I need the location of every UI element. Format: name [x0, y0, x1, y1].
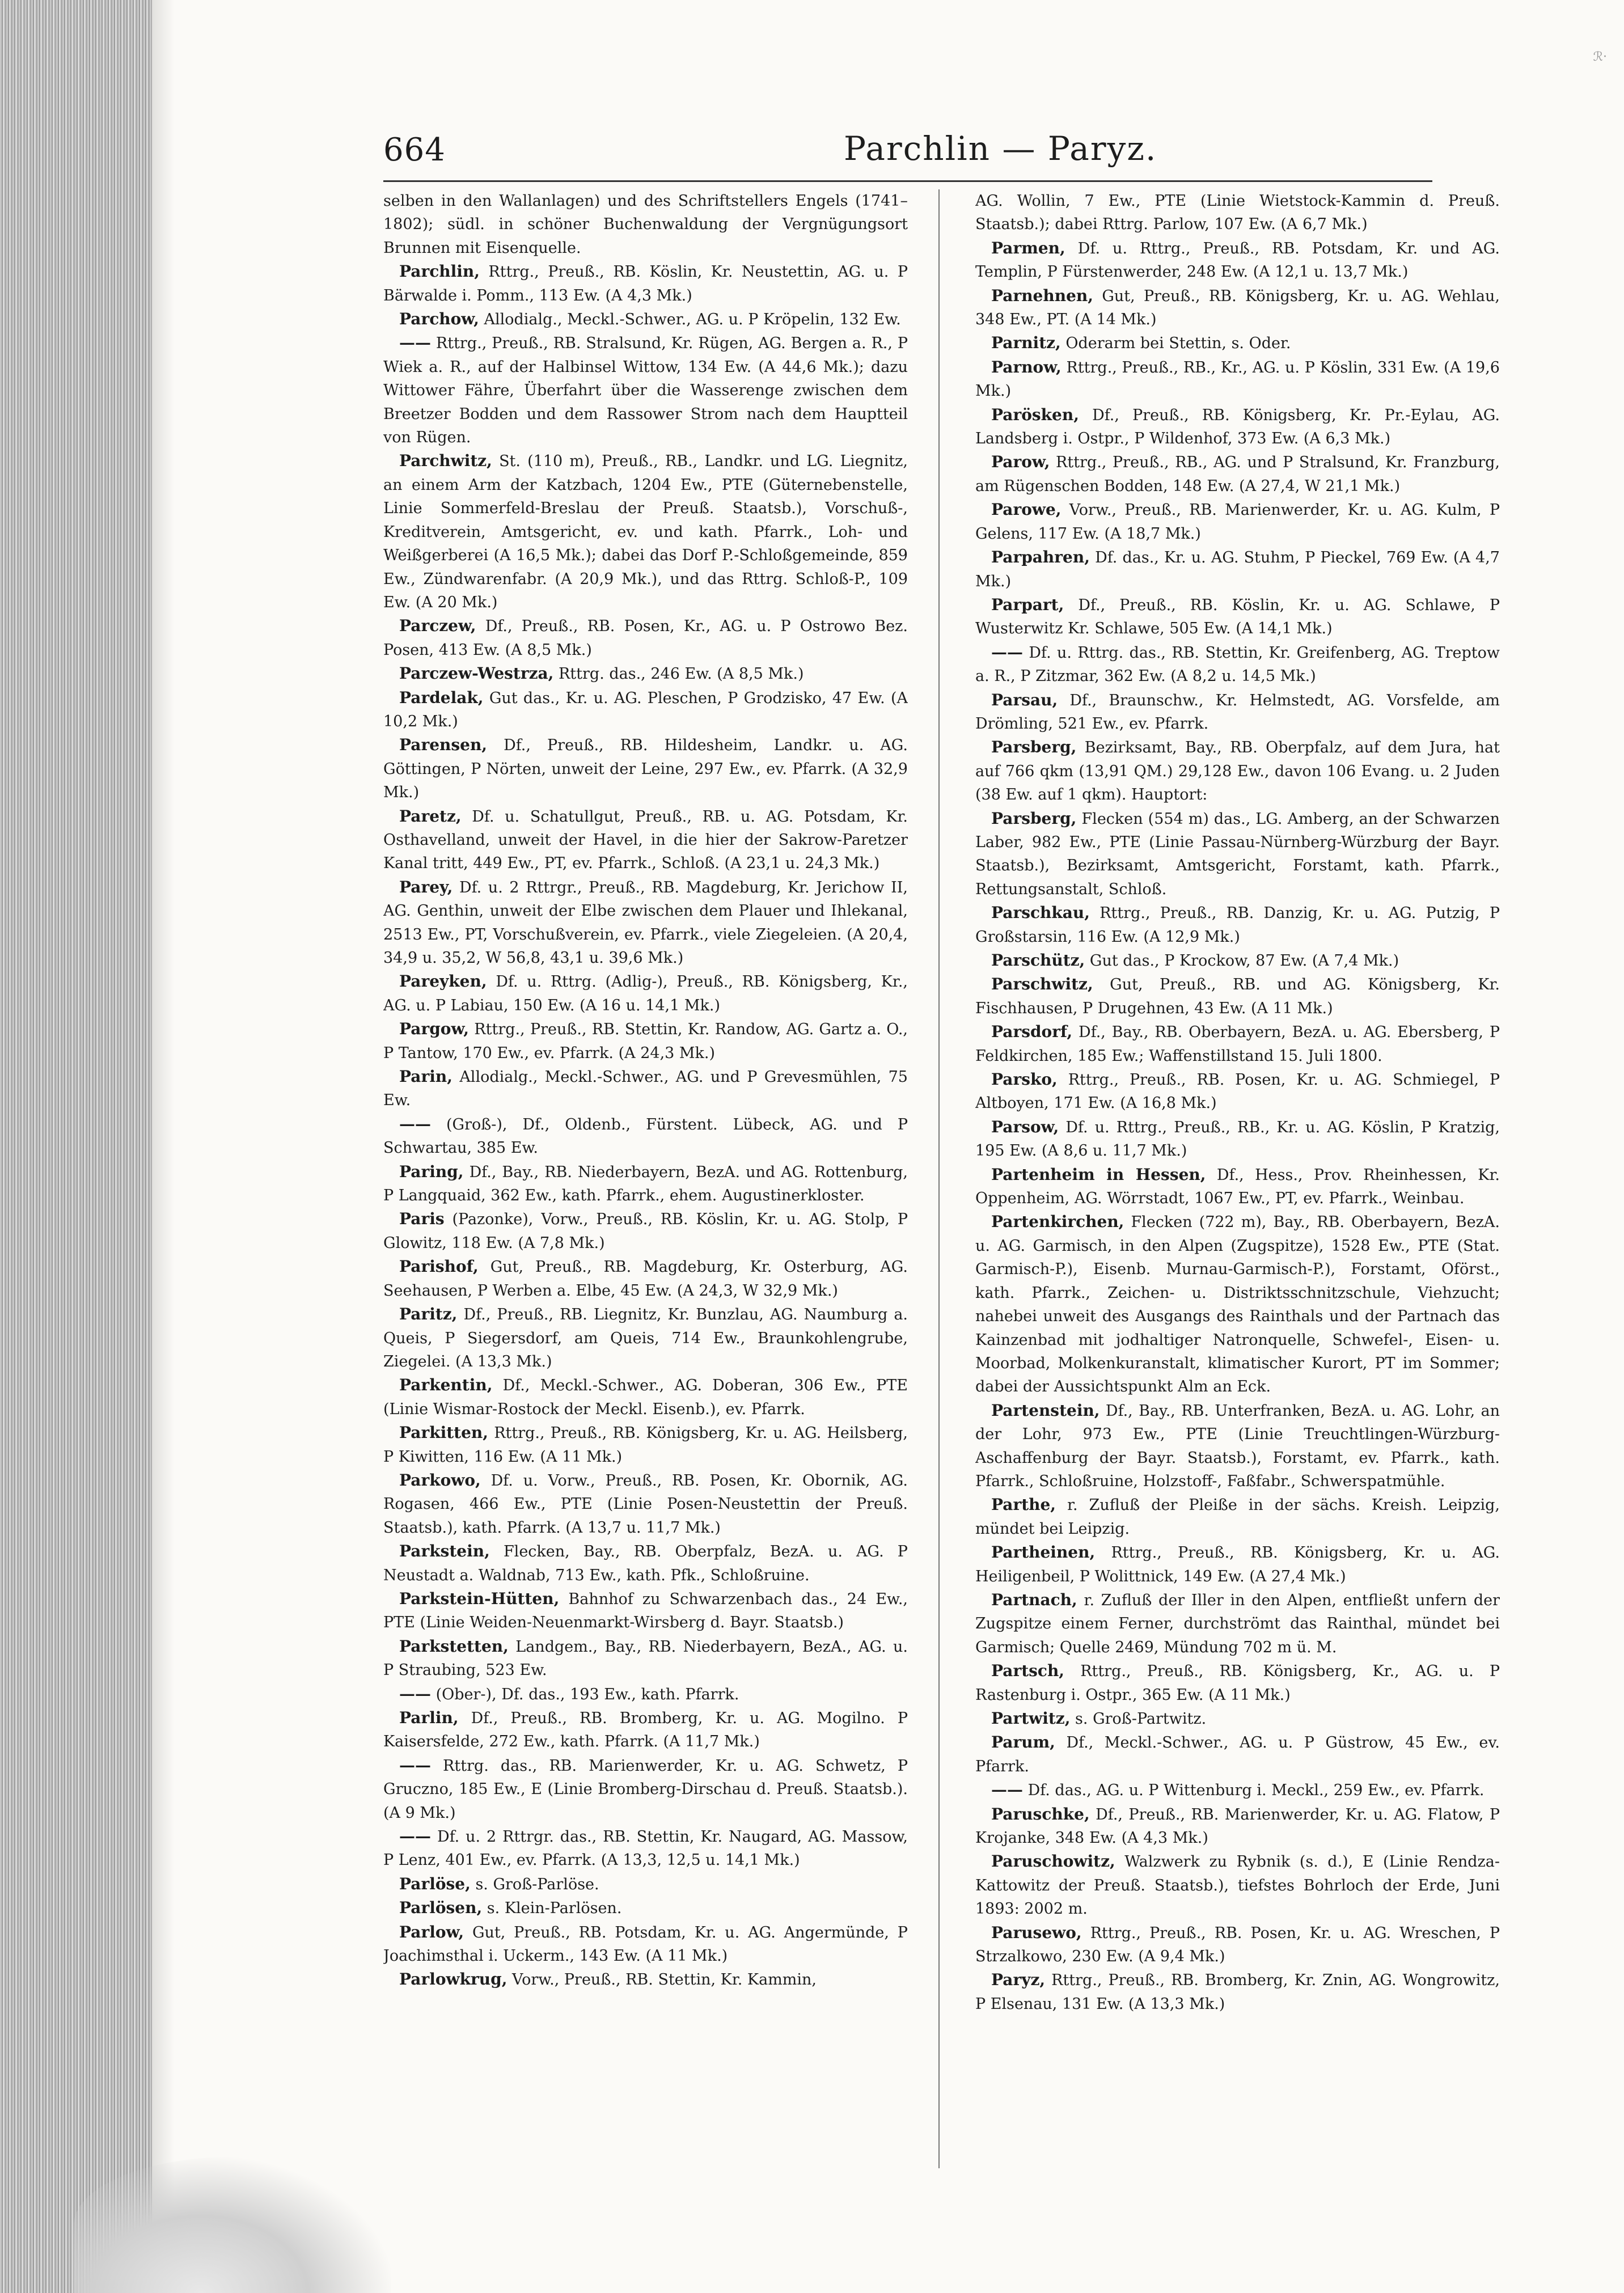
gazetteer-entry — [975, 1803, 1500, 1850]
gazetteer-entry — [383, 449, 908, 614]
entry-text: Gut, Preuß., RB. Magdeburg, Kr. Osterburg, AG. Seehausen, P Werben a. Elbe, 45 Ew. (A 24,3, W 32,9 Mk.) — [383, 1258, 908, 1300]
gazetteer-entry — [975, 356, 1500, 403]
entry-text: Gut das., P Krockow, 87 Ew. (A 7,4 Mk.) — [1089, 952, 1399, 970]
entry-text: Df. u. Vorw., Preuß., RB. Posen, Kr. Obornik, AG. Rogasen, 466 Ew., PTE (Linie Posen-Neustettin der Preuß. Staatsb.), kath. Pfarrk. (A 13,7 u. 11,7 Mk.) — [383, 1471, 908, 1537]
entry-text: selben in den Wallanlagen) und des Schriftstellers Engels (1741–1802); südl. in schöner Buchenwaldung der Vergnügungsort Brunnen mit Eisenquelle. — [383, 192, 908, 257]
corner-smudge: ℛ· — [1593, 50, 1607, 64]
entry-text: Df. u. Rttrg., Preuß., RB. Potsdam, Kr. und AG. Templin, P Fürstenwerder, 248 Ew. (A 12,1 u. 13,7 Mk.) — [975, 239, 1500, 281]
entry-headword: —— — [399, 1827, 431, 1846]
entry-text: Rttrg., Preuß., RB., AG. und P Stralsund, Kr. Franzburg, am Rügenschen Bodden, 148 Ew. (A 27,4, W 21,1 Mk.) — [975, 454, 1500, 495]
entry-text: Flecken, Bay., RB. Oberpfalz, BezA. u. AG. P Neustadt a. Waldnab, 713 Ew., kath. Pfk., Schloßruine. — [383, 1543, 908, 1584]
entry-headword: Parschkau, — [991, 903, 1090, 923]
entry-headword: Parkitten, — [399, 1423, 489, 1442]
entry-headword: —— — [399, 1114, 431, 1133]
entry-headword: Parin, — [399, 1067, 452, 1086]
entry-text: Rttrg., Preuß., RB. Königsberg, Kr. u. AG. Heiligenbeil, P Wolittnick, 149 Ew. (A 27,4 Mk.) — [975, 1544, 1500, 1585]
header-rule — [383, 180, 1432, 182]
entry-text: (Groß-), Df., Oldenb., Fürstent. Lübeck, AG. und P Schwartau, 385 Ew. — [383, 1115, 908, 1157]
entry-text: r. Zufluß der Pleiße in der sächs. Kreish. Leipzig, mündet bei Leipzig. — [975, 1496, 1500, 1538]
gazetteer-entry — [975, 1707, 1500, 1731]
entry-headword: Pareyken, — [399, 972, 487, 991]
gazetteer-entry — [975, 498, 1500, 545]
gazetteer-entry — [975, 1968, 1500, 2016]
entry-text: Df., Preuß., RB. Köslin, Kr. u. AG. Schlawe, P Wusterwitz Kr. Schlawe, 505 Ew. (A 14,1 Mk.) — [975, 596, 1500, 638]
entry-headword: Partwitz, — [991, 1709, 1071, 1728]
entry-headword: Parschwitz, — [991, 975, 1093, 994]
entry-headword: Paruschke, — [991, 1804, 1090, 1824]
entry-headword: —— — [399, 333, 431, 353]
entry-text: Allodialg., Meckl.-Schwer., AG. und P Grevesmühlen, 75 Ew. — [383, 1068, 908, 1110]
gazetteer-entry — [975, 901, 1500, 949]
entry-text: Rttrg. das., RB. Marienwerder, Kr. u. AG. Schwetz, P Gruczno, 185 Ew., E (Linie Bromberg-Dirschau d. Preuß. Staatsb.). (A 9 Mk.) — [383, 1757, 908, 1822]
gazetteer-entry — [383, 1373, 908, 1421]
entry-headword: Parkstein, — [399, 1542, 490, 1561]
entry-headword: Parchow, — [399, 310, 479, 329]
entry-text: Oderarm bei Stettin, s. Oder. — [1065, 335, 1291, 353]
entry-text: Gut, Preuß., RB. und AG. Königsberg, Kr. Fischhausen, P Drugehnen, 43 Ew. (A 11 Mk.) — [975, 976, 1500, 1017]
entry-headword: —— — [991, 1780, 1023, 1800]
gazetteer-entry — [975, 236, 1500, 284]
entry-headword: Partnach, — [991, 1590, 1077, 1609]
entry-text: Df. u. 2 Rttrgr., Preuß., RB. Magdeburg, Kr. Jerichow II, AG. Genthin, unweit der Elbe zwischen dem Plauer und Ihlekanal, 2513 Ew., PT, Vorschußverein, ev. Pfarrk., viele Ziegeleien. (A 20,4, 34,9 u. 35,2, W 56,8, 43,1 u. 39,6 Mk.) — [383, 878, 908, 967]
entry-text: Df. u. 2 Rttrgr. das., RB. Stettin, Kr. Naugard, AG. Massow, P Lenz, 401 Ew., ev. Pfarrk. (A 13,3, 12,5 u. 14,1 Mk.) — [383, 1828, 908, 1869]
entry-text: Df., Braunschw., Kr. Helmstedt, AG. Vorsfelde, am Drömling, 521 Ew., ev. Pfarrk. — [975, 691, 1500, 733]
entry-text: Allodialg., Meckl.-Schwer., AG. u. P Kröpelin, 132 Ew. — [484, 311, 901, 329]
gazetteer-entry — [383, 1421, 908, 1469]
entry-headword: Pardelak, — [399, 688, 484, 707]
entry-headword: Parusewo, — [991, 1923, 1082, 1942]
gazetteer-entry — [383, 1896, 908, 1920]
entry-headword: Parsberg, — [991, 809, 1077, 828]
entry-headword: Parschütz, — [991, 951, 1085, 970]
entry-text: Df., Hess., Prov. Rheinhessen, Kr. Oppenheim, AG. Wörrstadt, 1067 Ew., PT, ev. Pfarrk., Weinbau. — [975, 1166, 1500, 1208]
entry-text: Gut, Preuß., RB. Potsdam, Kr. u. AG. Angermünde, P Joachimsthal i. Uckerm., 143 Ew. (A 11 Mk.) — [383, 1923, 908, 1965]
entry-headword: Parey, — [399, 877, 453, 896]
entry-text: r. Zufluß der Iller in den Alpen, entfließt unfern der Zugspitze einem Ferner, durchströmt das Rainthal, mündet bei Garmisch; Quelle 2469, Mündung 702 m ü. M. — [975, 1591, 1500, 1656]
entry-text: Df., Preuß., RB. Königsberg, Kr. Pr.-Eylau, AG. Landsberg i. Ostpr., P Wildenhof, 373 Ew. (A 6,3 Mk.) — [975, 406, 1500, 448]
gazetteer-entry — [975, 593, 1500, 641]
gazetteer-entry — [383, 662, 908, 686]
page-number: 664 — [383, 132, 446, 168]
gazetteer-entry — [975, 1850, 1500, 1920]
entry-text: Df., Preuß., RB. Liegnitz, Kr. Bunzlau, AG. Naumburg a. Queis, P Siegersdorf, am Queis, 714 Ew., Braunkohlengrube, Ziegelei. (A 13,3 Mk.) — [383, 1306, 908, 1370]
entry-text: Bahnhof zu Schwarzenbach das., 24 Ew., PTE (Linie Weiden-Neuenmarkt-Wirsberg d. Bayr. Staatsb.) — [383, 1590, 908, 1632]
entry-text: Df. u. Rttrg. (Adlig-), Preuß., RB. Königsberg, Kr., AG. u. P Labiau, 150 Ew. (A 16 u. 14,1 Mk.) — [383, 973, 908, 1014]
entry-headword: Partheinen, — [991, 1543, 1096, 1562]
gutter-shadow — [152, 0, 175, 2293]
gazetteer-entry — [975, 1115, 1500, 1163]
gazetteer-entry — [383, 1635, 908, 1682]
gazetteer-entry — [383, 189, 908, 260]
entry-headword: Parsberg, — [991, 738, 1077, 757]
gazetteer-entry — [975, 189, 1500, 236]
entry-text: Gut das., Kr. u. AG. Pleschen, P Grodzisko, 47 Ew. (A 10,2 Mk.) — [383, 689, 908, 730]
entry-headword: Parchlin, — [399, 262, 480, 281]
entry-headword: Parishof, — [399, 1257, 479, 1276]
entry-text: s. Groß-Parlöse. — [475, 1875, 599, 1893]
entry-headword: —— — [399, 1684, 431, 1703]
gazetteer-entry — [383, 1682, 908, 1706]
gazetteer-entry — [975, 972, 1500, 1020]
entry-text: Rttrg., Preuß., RB. Köslin, Kr. Neustettin, AG. u. P Bärwalde i. Pomm., 113 Ew. (A 4,3 Mk.) — [383, 263, 908, 304]
gazetteer-entry — [383, 1207, 908, 1255]
entry-headword: Paris — [399, 1209, 445, 1229]
gazetteer-entry — [975, 1020, 1500, 1068]
entry-headword: Partenheim in Hessen, — [991, 1165, 1206, 1184]
entry-headword: Parösken, — [991, 405, 1079, 424]
entry-text: s. Groß-Partwitz. — [1075, 1710, 1207, 1728]
gazetteer-entry — [383, 1872, 908, 1896]
entry-headword: Partenstein, — [991, 1401, 1100, 1420]
entry-headword: Parpahren, — [991, 548, 1090, 567]
entry-headword: Parsko, — [991, 1070, 1058, 1089]
entry-text: St. (110 m), Preuß., RB., Landkr. und LG. Liegnitz, an einem Arm der Katzbach, 1204 Ew., PTE (Güternebenstelle, Linie Sommerfeld-Breslau der Preuß. Staatsb.), Vorschuß-, Kreditverein, Amtsgericht, ev. und kath. Pfarrk., Loh- und Weißgerberei (A 16,5 Mk.); dabei das Dorf P.-Schloßgemeinde, 859 Ew., Zündwarenfabr. (A 20,9 Mk.), und das Rttrg. Schloß-P., 109 Ew. (A 20 Mk.) — [383, 452, 908, 611]
entry-headword: Parlowkrug, — [399, 1970, 508, 1989]
entry-text: Rttrg., Preuß., RB. Königsberg, Kr. u. AG. Heilsberg, P Kiwitten, 116 Ew. (A 11 Mk.) — [383, 1424, 908, 1466]
gazetteer-entry — [383, 614, 908, 662]
gazetteer-entry — [975, 807, 1500, 902]
gazetteer-entry — [383, 1112, 908, 1160]
entry-text: Rttrg., Preuß., RB. Stettin, Kr. Randow, AG. Gartz a. O., P Tantow, 170 Ew., ev. Pfarrk. (A 24,3 Mk.) — [383, 1021, 908, 1062]
gazetteer-entry — [975, 1659, 1500, 1707]
entry-headword: Parkentin, — [399, 1376, 493, 1395]
entry-headword: Parmen, — [991, 238, 1065, 257]
gazetteer-entry — [383, 1302, 908, 1373]
entry-headword: Pargow, — [399, 1019, 470, 1039]
gazetteer-entry — [975, 1399, 1500, 1494]
entry-text: Df., Preuß., RB. Posen, Kr., AG. u. P Ostrowo Bez. Posen, 413 Ew. (A 8,5 Mk.) — [383, 617, 908, 659]
entry-text: Df. u. Rttrg. das., RB. Stettin, Kr. Greifenberg, AG. Treptow a. R., P Zitzmar, 362 Ew. (A 8,2 u. 14,5 Mk.) — [975, 644, 1500, 686]
gazetteer-entry — [383, 805, 908, 875]
entry-headword: Paring, — [399, 1162, 464, 1181]
entry-headword: Parczew, — [399, 616, 476, 636]
entry-text: Df., Bay., RB. Niederbayern, BezA. und AG. Rottenburg, P Langquaid, 362 Ew., kath. Pfarrk., ehem. Augustinerkloster. — [383, 1163, 908, 1205]
entry-text: Df., Meckl.-Schwer., AG. u. P Güstrow, 45 Ew., ev. Pfarrk. — [975, 1734, 1500, 1775]
entry-text: Vorw., Preuß., RB. Stettin, Kr. Kammin, — [512, 1971, 817, 1989]
gazetteer-entry — [383, 1017, 908, 1065]
entry-text: AG. Wollin, 7 Ew., PTE (Linie Wietstock-Kammin d. Preuß. Staatsb.); dabei Rttrg. Parlow, 107 Ew. (A 6,7 Mk.) — [975, 192, 1500, 234]
entry-headword: Parpart, — [991, 595, 1064, 614]
gazetteer-entry — [383, 1968, 908, 1991]
gazetteer-entry — [383, 1065, 908, 1112]
running-head: Parchlin — Paryz. — [844, 129, 1157, 168]
entry-text: s. Klein-Parlösen. — [487, 1899, 622, 1918]
gazetteer-entry — [383, 970, 908, 1017]
gazetteer-entry — [383, 1160, 908, 1208]
entry-headword: Partenkirchen, — [991, 1212, 1124, 1232]
entry-headword: Parsow, — [991, 1117, 1059, 1136]
gazetteer-entry — [383, 1754, 908, 1825]
entry-headword: Paretz, — [399, 806, 462, 826]
entry-text: Rttrg. das., 246 Ew. (A 8,5 Mk.) — [558, 665, 804, 683]
gazetteer-entry — [975, 1731, 1500, 1778]
gazetteer-entry — [383, 1706, 908, 1754]
entry-headword: Parkowo, — [399, 1470, 481, 1490]
gazetteer-entry — [975, 403, 1500, 451]
entry-text: Df., Bay., RB. Unterfranken, BezA. u. AG. Lohr, an der Lohr, 973 Ew., PTE (Linie Treuchtlingen-Würzburg-Aschaffenburg der Bayr. Staatsb.), Forstamt, ev. Pfarrk., kath. Pfarrk., Schloßruine, Holzstoff-, Faßfabr., Schwerspatmühle. — [975, 1402, 1500, 1490]
entry-text: Rttrg., Preuß., RB. Danzig, Kr. u. AG. Putzig, P Großstarsin, 116 Ew. (A 12,9 Mk.) — [975, 904, 1500, 946]
entry-headword: Parkstetten, — [399, 1636, 509, 1656]
gazetteer-entry — [383, 875, 908, 970]
gazetteer-entry — [975, 1068, 1500, 1115]
gazetteer-entry — [383, 307, 908, 331]
entry-text: Df., Bay., RB. Oberbayern, BezA. u. AG. Ebersberg, P Feldkirchen, 185 Ew.; Waffenstillstand 15. Juli 1800. — [975, 1023, 1500, 1065]
entry-text: Df. das., Kr. u. AG. Stuhm, P Pieckel, 769 Ew. (A 4,7 Mk.) — [975, 549, 1500, 590]
entry-text: Bezirksamt, Bay., RB. Oberpfalz, auf dem Jura, hat auf 766 qkm (13,91 QM.) 29,128 Ew., davon 106 Evang. u. 2 Juden (38 Ew. auf 1 qkm). Hauptort: — [975, 739, 1500, 804]
gazetteer-entry — [975, 545, 1500, 593]
gazetteer-entry — [383, 1587, 908, 1635]
gazetteer-entry — [383, 733, 908, 804]
entry-text: Df., Preuß., RB. Hildesheim, Landkr. u. AG. Göttingen, P Nörten, unweit der Leine, 297 Ew., ev. Pfarrk. (A 32,9 Mk.) — [383, 737, 908, 802]
entry-headword: Parow, — [991, 452, 1050, 472]
gazetteer-entry — [383, 1825, 908, 1872]
entry-headword: Parczew-Westrza, — [399, 664, 554, 683]
column-divider — [938, 189, 940, 2168]
entry-headword: Parnehnen, — [991, 286, 1094, 305]
entry-text: Rttrg., Preuß., RB. Stralsund, Kr. Rügen, AG. Bergen a. R., P Wiek a. R., auf der Halbinsel Wittow, 134 Ew. (A 44,6 Mk.); dazu Wittower Fähre, Überfahrt über die Wasserenge zwischen dem Breetzer Bodden und dem Rassower Strom nach dem Hauptteil von Rügen. — [383, 335, 908, 447]
gazetteer-entry — [383, 1255, 908, 1302]
entry-text: Df., Preuß., RB. Marienwerder, Kr. u. AG. Flatow, P Krojanke, 348 Ew. (A 4,3 Mk.) — [975, 1805, 1500, 1847]
gazetteer-entry — [383, 1539, 908, 1587]
entry-headword: Parensen, — [399, 735, 488, 755]
book-spine-edge — [0, 0, 152, 2293]
entry-text: Df. u. Rttrg., Preuß., RB., Kr. u. AG. Köslin, P Kratzig, 195 Ew. (A 8,6 u. 11,7 Mk.) — [975, 1118, 1500, 1160]
entry-headword: —— — [399, 1755, 431, 1775]
entry-headword: Parlöse, — [399, 1874, 471, 1893]
gazetteer-entry — [383, 1469, 908, 1539]
entry-text: Landgem., Bay., RB. Niederbayern, BezA., AG. u. P Straubing, 523 Ew. — [383, 1638, 908, 1679]
gazetteer-entry — [975, 1210, 1500, 1398]
entry-text: Df. u. Schatullgut, Preuß., RB. u. AG. Potsdam, Kr. Osthavelland, unweit der Havel, in die hier der Sakrow-Paretzer Kanal tritt, 449 Ew., PT, ev. Pfarrk., Schloß. (A 23,1 u. 24,3 Mk.) — [383, 807, 908, 873]
gazetteer-entry — [383, 260, 908, 307]
entry-text: Rttrg., Preuß., RB. Posen, Kr. u. AG. Wreschen, P Strzalkowo, 230 Ew. (A 9,4 Mk.) — [975, 1924, 1500, 1966]
entry-text: Df., Meckl.-Schwer., AG. Doberan, 306 Ew., PTE (Linie Wismar-Rostock der Meckl. Eisenb.), ev. Pfarrk. — [383, 1377, 908, 1418]
entry-headword: Parlösen, — [399, 1898, 483, 1918]
entry-headword: Parkstein-Hütten, — [399, 1589, 560, 1608]
gazetteer-entry — [975, 641, 1500, 688]
entry-headword: Parthe, — [991, 1495, 1056, 1514]
entry-headword: Parlin, — [399, 1708, 459, 1727]
gazetteer-entry — [975, 1921, 1500, 1969]
gazetteer-entry — [975, 1493, 1500, 1541]
entry-text: Df. das., AG. u. P Wittenburg i. Meckl., 259 Ew., ev. Pfarrk. — [1027, 1782, 1485, 1800]
entry-text: Flecken (722 m), Bay., RB. Oberbayern, BezA. u. AG. Garmisch, in den Alpen (Zugspitze), 1528 Ew., PTE (Stat. Garmisch-P.), Eisenb. Murnau-Garmisch-P.), Forstamt, Oförst., kath. Pfarrk., Zeichen- u. Distriktsschnitzschule, Viehzucht; nahebei unweit des Ausgangs des Rainthals und der Partnach das Kainzenbad mit jodhaltiger Natronquelle, Schwefel-, Eisen- u. Moorbad, Molkenkuranstalt, klimatischer Kurort, PT im Sommer; dabei der Aussichtspunkt Alm an Eck. — [975, 1213, 1500, 1396]
entry-headword: —— — [991, 642, 1023, 662]
gazetteer-entry — [975, 735, 1500, 806]
gazetteer-entry — [383, 1920, 908, 1968]
entry-text: Rttrg., Preuß., RB. Posen, Kr. u. AG. Schmiegel, P Altboyen, 171 Ew. (A 16,8 Mk.) — [975, 1071, 1500, 1112]
gazetteer-entry — [975, 450, 1500, 498]
right-column — [975, 189, 1500, 2185]
gazetteer-entry — [975, 1541, 1500, 1588]
gazetteer-entry — [975, 1163, 1500, 1211]
entry-text: Rttrg., Preuß., RB. Bromberg, Kr. Znin, AG. Wongrowitz, P Elsenau, 131 Ew. (A 13,3 Mk.) — [975, 1972, 1500, 2013]
gazetteer-entry — [383, 331, 908, 449]
entry-headword: Parnow, — [991, 357, 1061, 376]
entry-text: Rttrg., Preuß., RB., Kr., AG. u. P Köslin, 331 Ew. (A 19,6 Mk.) — [975, 358, 1500, 400]
gazetteer-entry — [975, 331, 1500, 355]
entry-text: Df., Preuß., RB. Bromberg, Kr. u. AG. Mogilno. P Kaisersfelde, 272 Ew., kath. Pfarrk. (A 11,7 Mk.) — [383, 1710, 908, 1751]
entry-text: Rttrg., Preuß., RB. Königsberg, Kr., AG. u. P Rastenburg i. Ostpr., 365 Ew. (A 11 Mk.) — [975, 1662, 1500, 1704]
entry-headword: Parnitz, — [991, 333, 1061, 353]
gazetteer-entry — [975, 949, 1500, 972]
gazetteer-entry — [383, 686, 908, 734]
page-curl — [74, 2157, 391, 2293]
entry-text: Walzwerk zu Rybnik (s. d.), E (Linie Rendza-Kattowitz der Preuß. Staatsb.), tiefstes Bohrloch der Erde, Juni 1893: 2002 m. — [975, 1853, 1500, 1918]
gazetteer-entry — [975, 688, 1500, 736]
entry-headword: Parlow, — [399, 1922, 464, 1941]
entry-headword: Parum, — [991, 1733, 1055, 1752]
entry-headword: Parsau, — [991, 690, 1058, 709]
entry-headword: Parowe, — [991, 500, 1061, 519]
entry-text: Vorw., Preuß., RB. Marienwerder, Kr. u. AG. Kulm, P Gelens, 117 Ew. (A 18,7 Mk.) — [975, 501, 1500, 543]
entry-headword: Paritz, — [399, 1305, 458, 1324]
entry-headword: Paryz, — [991, 1970, 1046, 1990]
entry-headword: Parchwitz, — [399, 451, 492, 471]
entry-headword: Parsdorf, — [991, 1022, 1073, 1042]
left-column — [383, 189, 908, 2185]
gazetteer-entry — [975, 1588, 1500, 1659]
entry-headword: Paruschowitz, — [991, 1852, 1115, 1871]
entry-text: (Pazonke), Vorw., Preuß., RB. Köslin, Kr. u. AG. Stolp, P Glowitz, 118 Ew. (A 7,8 Mk.) — [383, 1211, 908, 1252]
entry-text: (Ober-), Df. das., 193 Ew., kath. Pfarrk. — [435, 1685, 739, 1703]
entry-text: Flecken (554 m) das., LG. Amberg, an der Schwarzen Laber, 982 Ew., PTE (Linie Passau-Nürnberg-Würzburg der Bayr. Staatsb.), Bezirksamt, Amtsgericht, Forstamt, kath. Pfarrk., Rettungsanstalt, Schloß. — [975, 810, 1500, 898]
entry-headword: Partsch, — [991, 1661, 1065, 1681]
entry-text: Gut, Preuß., RB. Königsberg, Kr. u. AG. Wehlau, 348 Ew., PT. (A 14 Mk.) — [975, 287, 1500, 329]
gazetteer-entry — [975, 1778, 1500, 1802]
gazetteer-entry — [975, 284, 1500, 332]
